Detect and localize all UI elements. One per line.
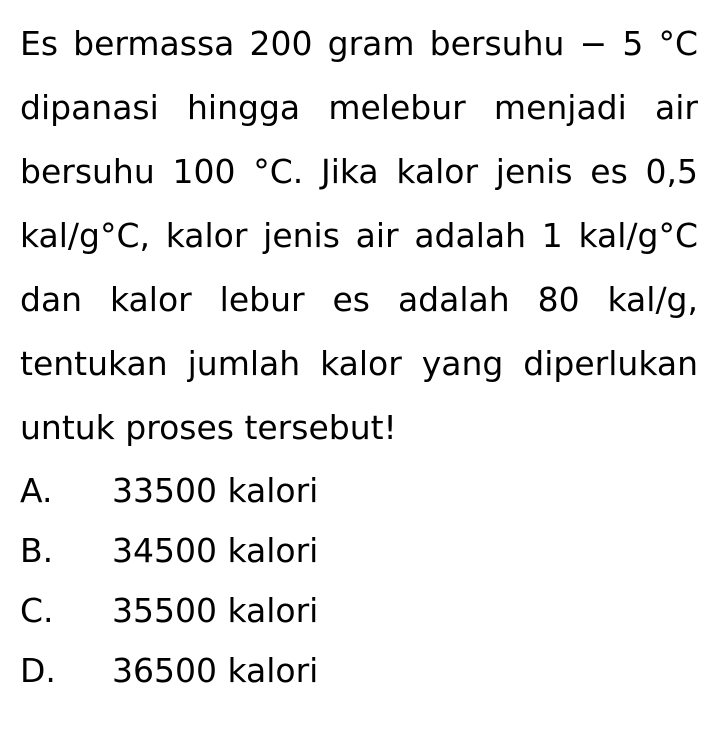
option-b[interactable] [20,520,699,580]
option-letter: C. [20,590,54,630]
option-c[interactable] [20,580,699,640]
option-letter: A. [20,470,53,510]
option-d[interactable] [20,640,699,700]
option-a[interactable] [20,460,699,520]
option-letter: B. [20,530,54,570]
option-letter: D. [20,650,56,690]
option-text: 34500 kalori [112,530,319,570]
question-text: Es bermassa 200 gram bersuhu − 5 °C dipanasi hingga melebur menjadi air bersuhu 100 °C. Jika kalor jenis es 0,5 kal/g°C, kalor jenis air adalah 1 kal/g°C dan kalor lebur es adalah 80 kal/g, tentukan jumlah kalor yang diperlukan untuk proses tersebut! [20,24,698,447]
option-text: 36500 kalori [112,650,319,690]
option-text: 33500 kalori [112,470,319,510]
option-text: 35500 kalori [112,590,319,630]
answer-options [20,460,699,700]
